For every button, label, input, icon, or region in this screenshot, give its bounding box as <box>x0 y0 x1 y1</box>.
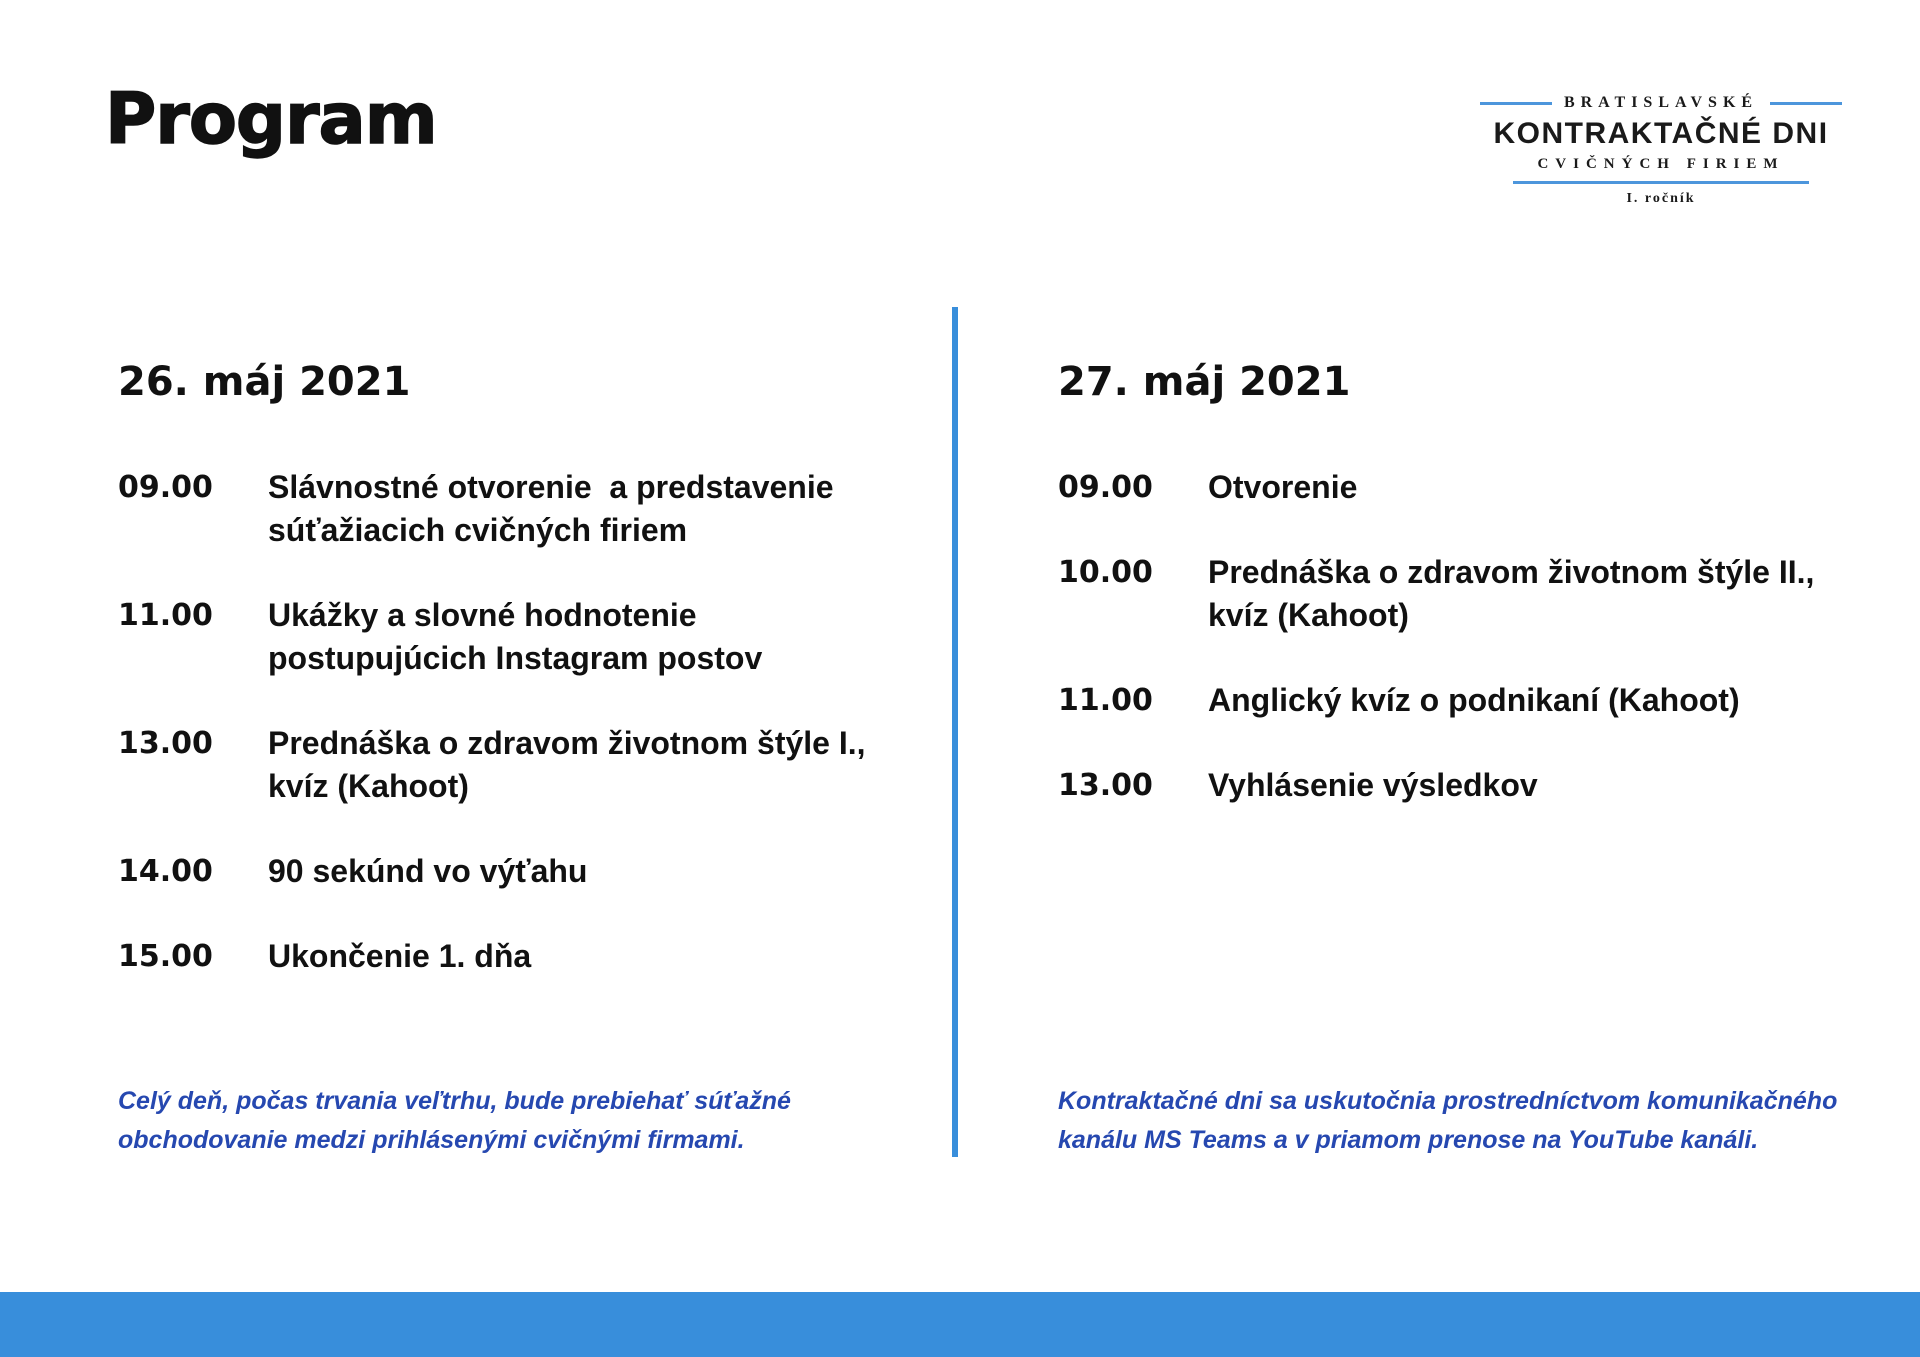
page-title: Program <box>105 78 437 160</box>
item-text: Prednáška o zdravom životnom štýle I., kvíz (Kahoot) <box>268 725 866 804</box>
item-time: 09.00 <box>1058 470 1153 505</box>
item-time: 09.00 <box>118 470 213 505</box>
logo-city-label: BRATISLAVSKÉ <box>1563 94 1759 111</box>
day-2-date: 27. máj 2021 <box>1058 359 1351 405</box>
item-time: 15.00 <box>118 939 213 974</box>
item-text: Ukážky a slovné hodnotenie postupujúcich Instagram postov <box>268 597 763 676</box>
item-text: Vyhlásenie výsledkov <box>1208 767 1538 803</box>
schedule-item <box>1058 764 1870 807</box>
bottom-accent-bar <box>0 1292 1920 1357</box>
item-time: 11.00 <box>118 598 213 633</box>
logo-edition-label: I. ročník <box>1626 191 1696 206</box>
logo-underline-rule <box>1513 181 1810 184</box>
day-2-note: Kontraktačné dni sa uskutočnia prostredníctvom komunikačného kanálu MS Teams a v priamom prenose na YouTube kanáli. <box>1058 1087 1838 1154</box>
schedule-item <box>118 722 918 808</box>
item-time: 14.00 <box>118 854 213 889</box>
logo-main-label: KONTRAKTAČNÉ DNI <box>1493 117 1829 150</box>
item-time: 11.00 <box>1058 683 1153 718</box>
logo-right-rule <box>1770 102 1842 105</box>
item-text: Otvorenie <box>1208 469 1358 505</box>
schedule-item <box>118 594 918 680</box>
item-text: Anglický kvíz o podnikaní (Kahoot) <box>1208 682 1740 718</box>
item-time: 13.00 <box>1058 768 1153 803</box>
schedule-item <box>118 466 918 552</box>
day-1-note: Celý deň, počas trvania veľtrhu, bude prebiehať súťažné obchodovanie medzi prihlásenými cvičnými firmami. <box>118 1087 791 1154</box>
item-time: 13.00 <box>118 726 213 761</box>
column-divider <box>952 307 958 1157</box>
event-logo <box>1480 94 1842 207</box>
schedule-item <box>1058 551 1870 637</box>
logo-left-rule <box>1480 102 1552 105</box>
logo-sub-label: CVIČNÝCH FIRIEM <box>1537 156 1785 172</box>
item-text: Slávnostné otvorenie a predstavenie súťažiacich cvičných firiem <box>268 469 834 548</box>
item-text: Prednáška o zdravom životnom štýle II., kvíz (Kahoot) <box>1208 554 1815 633</box>
item-text: 90 sekúnd vo výťahu <box>268 853 588 889</box>
item-time: 10.00 <box>1058 555 1153 590</box>
logo-top-row <box>1480 94 1842 112</box>
schedule-item <box>1058 679 1870 722</box>
day-2-column <box>1058 358 1870 849</box>
schedule-item <box>118 935 918 978</box>
item-text: Ukončenie 1. dňa <box>268 938 532 974</box>
schedule-item <box>118 850 918 893</box>
day-1-date: 26. máj 2021 <box>118 359 411 405</box>
day-1-column <box>118 358 918 1020</box>
schedule-item <box>1058 466 1870 509</box>
